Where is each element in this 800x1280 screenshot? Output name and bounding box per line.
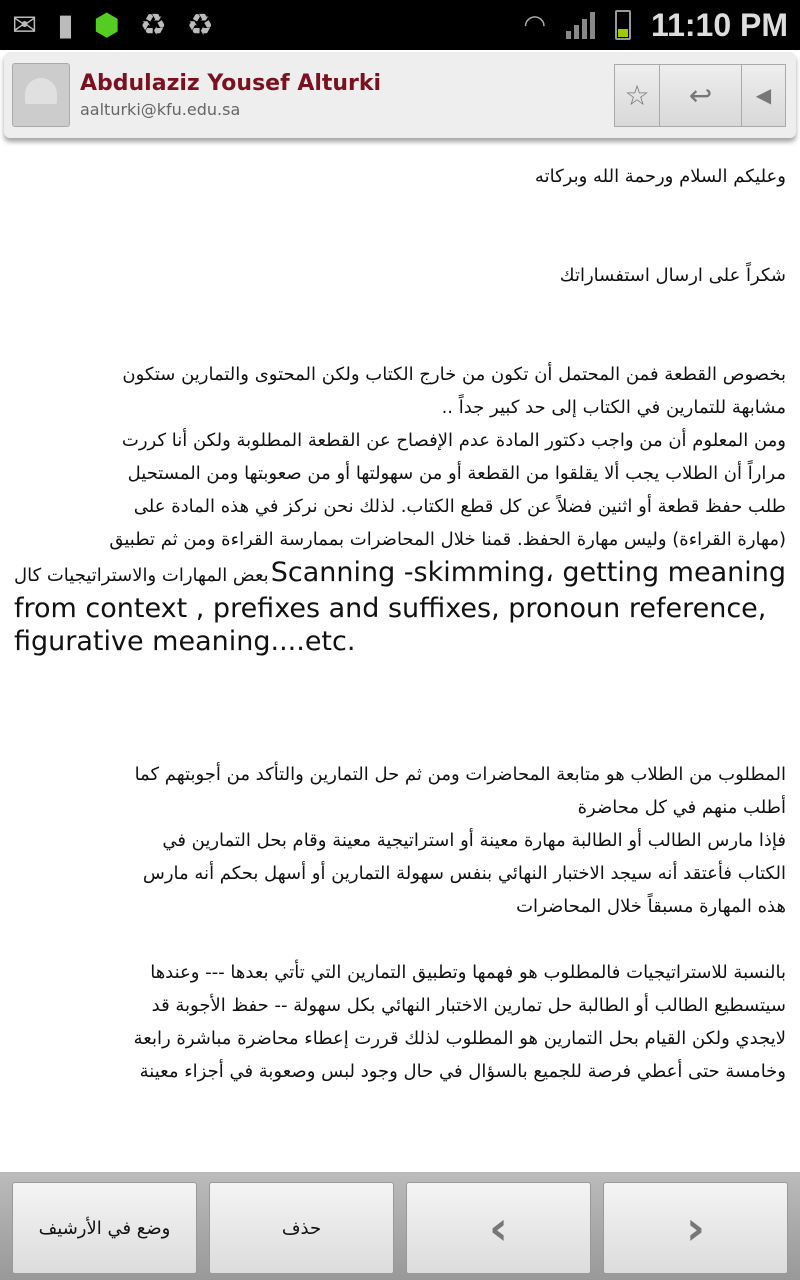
reply-button[interactable] — [659, 65, 741, 126]
body-line: هذه المهارة مسبقاً خلال المحاضرات — [516, 896, 786, 917]
mail-icon: ✉ — [12, 7, 38, 43]
chevron-left-icon: ◀ — [755, 83, 772, 107]
body-line: المطلوب من الطلاب هو متابعة المحاضرات ومن ثم حل التمارين والتأكد من أجوبتهم كما — [134, 764, 786, 785]
body-line: الكتاب فأعتقد أنه سيجد الاختبار النهائي بنفس سهولة التمارين أو أسهل بحكم أنه مارس — [142, 863, 786, 884]
sender-name: Abdulaziz Yousef Alturki — [80, 71, 382, 96]
body-line: بالنسبة للاستراتيجيات فالمطلوب هو فهمها وتطبيق التمارين التي تأتي بعدها --- وعندها — [150, 962, 786, 983]
greeting: وعليكم السلام ورحمة الله وبركاته — [534, 166, 786, 187]
star-button[interactable] — [615, 65, 659, 126]
chevron-left-icon: ‹ — [489, 1201, 508, 1255]
archive-button[interactable]: وضع في الأرشيف — [12, 1182, 197, 1274]
sd-card-icon: ▮ — [57, 7, 74, 43]
body-line: بعض المهارات والاستراتيجيات كال — [14, 565, 269, 586]
body-line: مشابهة للتمارين في الكتاب إلى حد كبير جداً .. — [441, 397, 786, 418]
body-line: بخصوص القطعة فمن المحتمل أن تكون من خارج الكتاب ولكن المحتوى والتمارين ستكون — [122, 364, 786, 385]
signal-icon — [566, 11, 595, 39]
message-body — [14, 160, 786, 1088]
wifi-icon: ◠ — [523, 10, 547, 40]
clock: 11:10 PM — [651, 6, 788, 43]
star-icon: ☆ — [624, 78, 650, 112]
body-line: أطلب منهم في كل محاضرة — [577, 797, 786, 818]
body-line: وخامسة حتى أعطي فرصة للجميع بالسؤال في حال وجود لبس وصعوبة في أجزاء معينة — [139, 1061, 786, 1082]
shield-icon: ⬢ — [93, 7, 120, 43]
delete-button[interactable]: حذف — [209, 1182, 394, 1274]
older-button[interactable] — [603, 1182, 788, 1274]
bottom-action-bar — [0, 1172, 800, 1280]
body-line: مراراً أن الطلاب يجب ألا يقلقوا من القطعة أو من سهولتها أو من صعوبتها ومن المستحيل — [127, 463, 786, 484]
recycle-icon: ♻ — [139, 7, 167, 43]
more-button[interactable] — [741, 65, 785, 126]
sender-email: aalturki@kfu.edu.sa — [80, 100, 241, 119]
avatar[interactable] — [12, 63, 70, 127]
reply-icon: ↩ — [688, 78, 713, 112]
body-line-english: figurative meaning....etc. — [14, 626, 356, 657]
message-header — [4, 52, 796, 138]
body-line: سيتسطيع الطالب أو الطالبة حل تمارين الاختبار النهائي بكل سهولة -- حفظ الأجوبة قد — [151, 995, 786, 1016]
chevron-right-icon: › — [686, 1201, 705, 1255]
body-line: ومن المعلوم أن من واجب دكتور المادة عدم الإفصاح عن القطعة المطلوبة ولكن أنا كررت — [121, 430, 786, 451]
body-line: فإذا مارس الطالب أو الطالبة مهارة معينة أو استراتيجية معينة وقام بحل التمارين في — [162, 830, 786, 851]
thanks-line: شكراً على ارسال استفساراتك — [559, 265, 786, 286]
body-line: طلب حفظ قطعة أو اثنين فضلاً عن كل قطع الكتاب. لذلك نحن نركز في هذه المادة على — [133, 496, 786, 517]
newer-button[interactable] — [406, 1182, 591, 1274]
body-line: (مهارة القراءة) وليس مهارة الحفظ. قمنا خلال المحاضرات بممارسة القراءة ومن ثم تطبيق — [109, 529, 786, 550]
recycle-icon: ♻ — [186, 7, 214, 43]
status-bar — [0, 0, 800, 50]
body-line-english: Scanning -skimming، getting meaning — [270, 557, 786, 588]
body-line: لايجدي ولكن القيام بحل التمارين هو المطلوب لذلك قررت إعطاء محاضرة مباشرة رابعة — [133, 1028, 786, 1049]
body-line-english: from context , prefixes and suffixes, pronoun reference, — [14, 593, 767, 624]
battery-icon — [615, 10, 631, 40]
